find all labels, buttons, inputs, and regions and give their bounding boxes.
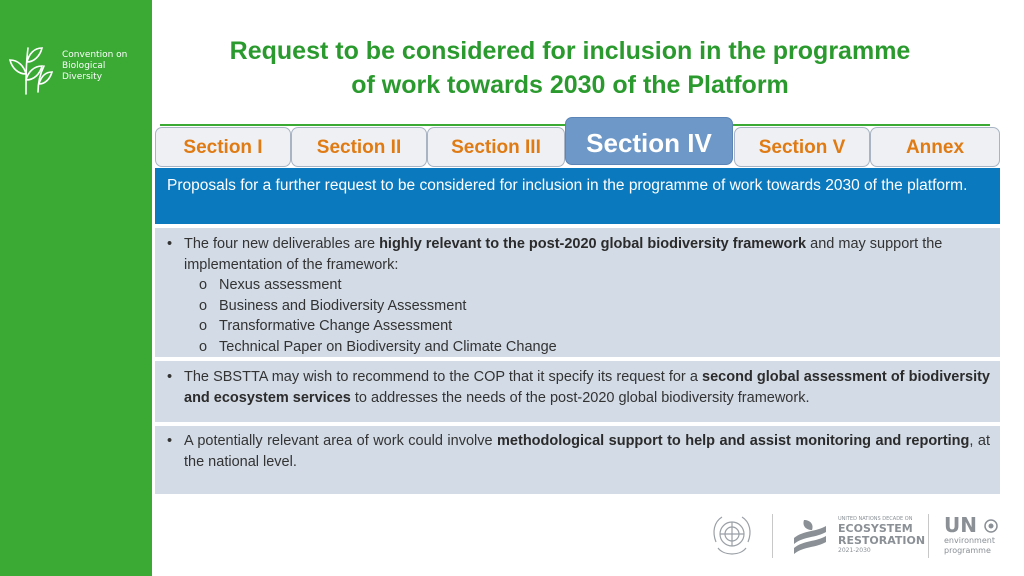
section-banner: Proposals for a further request to be considered for inclusion in the programme of work towards 2030 of the platform. <box>155 168 1000 224</box>
content-panel-deliverables <box>155 228 1000 357</box>
panel1-text-bold: highly relevant to the post-2020 global biodiversity framework <box>379 236 807 252</box>
cbd-logo-text <box>62 50 148 83</box>
cbd-logo-line2: Biological Diversity <box>62 61 106 82</box>
circle-bullet-icon: o <box>199 297 208 314</box>
unep-line1: UN <box>944 513 977 537</box>
list-item <box>199 316 990 337</box>
footer-divider <box>928 514 929 558</box>
un-emblem-icon <box>706 512 758 560</box>
tab-section-i[interactable]: Section I <box>155 127 291 167</box>
decade-line2: ECOSYSTEM <box>838 522 913 535</box>
tab-annex[interactable]: Annex <box>870 127 1000 167</box>
unep-line3: programme <box>944 546 991 555</box>
ecosystem-restoration-logo <box>790 516 926 560</box>
cbd-logo <box>8 44 148 96</box>
decade-line3: RESTORATION <box>838 534 926 547</box>
tab-section-iii[interactable]: Section III <box>427 127 565 167</box>
leaf-logo-icon <box>8 44 54 96</box>
circle-bullet-icon: o <box>199 277 208 293</box>
panel2-text-pre: The SBSTTA may wish to recommend to the COP that it specify its request for a <box>184 369 703 385</box>
subitem-text: Business and Biodiversity Assessment <box>219 297 467 314</box>
bullet-icon: • <box>167 236 173 252</box>
subitem-text: Transformative Change Assessment <box>219 318 453 334</box>
panel3-text-post: , at the national level. <box>184 433 990 470</box>
tab-section-v[interactable]: Section V <box>734 127 870 167</box>
panel1-text-pre: The four new deliverables are <box>184 236 380 252</box>
circle-bullet-icon: o <box>199 338 208 355</box>
tab-section-ii[interactable]: Section II <box>291 127 427 167</box>
circle-bullet-icon: o <box>199 318 208 334</box>
unep-emblem-icon <box>984 519 998 533</box>
panel2-text-bold: second global assessment of biodiversity and ecosystem services <box>184 369 990 406</box>
panel1-text-post: and may support the implementation of the framework: <box>184 236 943 273</box>
list-item <box>199 296 990 317</box>
subitem-text: Technical Paper on Biodiversity and Climate Change <box>219 338 557 355</box>
decade-line1: UNITED NATIONS DECADE ON <box>838 516 913 522</box>
content-panel-methodological-support <box>155 426 1000 494</box>
page-title <box>160 34 980 102</box>
panel3-text-pre: A potentially relevant area of work could involve <box>184 433 498 449</box>
tab-section-iv[interactable]: Section IV <box>565 117 733 165</box>
content-panel-global-assessment <box>155 361 1000 422</box>
cbd-logo-line1: Convention on <box>62 50 128 60</box>
list-item <box>167 431 990 472</box>
bullet-icon: • <box>167 433 173 449</box>
bullet-icon: • <box>167 369 173 385</box>
sidebar <box>0 0 152 576</box>
list-item <box>199 275 990 296</box>
page-title-line1: Request to be considered for inclusion in the programme <box>229 37 911 65</box>
deliverables-sublist <box>167 275 990 357</box>
list-item <box>199 337 990 358</box>
subitem-text: Nexus assessment <box>219 277 342 293</box>
ecosystem-restoration-icon <box>790 518 830 556</box>
list-item <box>167 234 990 275</box>
panel3-text-bold: methodological support to help and assist monitoring and reporting <box>497 433 970 449</box>
footer-divider <box>772 514 773 558</box>
decade-line4: 2021-2030 <box>838 547 871 554</box>
panel2-text-post: to addresses the needs of the post-2020 global biodiversity framework. <box>350 389 810 406</box>
list-item <box>167 367 990 408</box>
unep-line2: environment <box>944 536 995 545</box>
unep-logo <box>944 514 1014 560</box>
page-title-line2: of work towards 2030 of the Platform <box>351 71 789 99</box>
